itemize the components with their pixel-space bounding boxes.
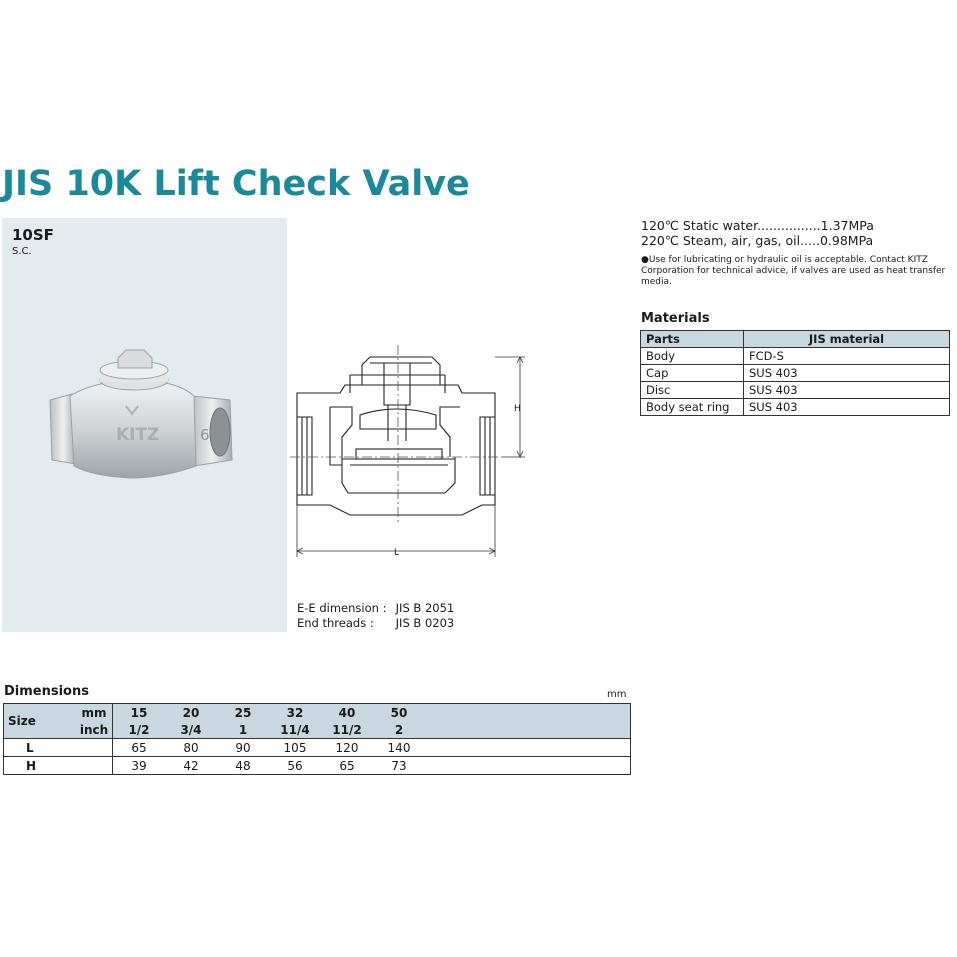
dimensions-table: [3, 703, 631, 775]
materials-title: Materials: [641, 311, 710, 326]
product-photo-panel: [2, 218, 287, 632]
body-mark-kitz: KITZ: [116, 425, 160, 445]
materials-header-material: JIS material: [744, 331, 950, 348]
standards-info: [297, 601, 454, 631]
cross-section-drawing: [290, 345, 540, 570]
rating-row: 120℃ Static water................1.37MPa: [641, 218, 874, 233]
table-row: L 65 80 90 105 120 140: [4, 739, 631, 757]
rating-row: 220℃ Steam, air, gas, oil.....0.98MPa: [641, 233, 874, 248]
table-row: Body FCD-S: [641, 348, 950, 365]
valve-photo: [42, 348, 242, 488]
materials-table: [640, 330, 950, 416]
bullet-icon: ●: [641, 255, 649, 265]
standard-end-threads: End threads : JIS B 0203: [297, 616, 455, 630]
h-dimension-label: H: [514, 404, 521, 414]
model-subcode: S.C.: [12, 246, 32, 257]
inch-label: inch: [76, 721, 113, 739]
page-title: JIS 10K Lift Check Valve: [2, 164, 470, 204]
model-number: 10SF: [12, 226, 54, 244]
body-mark-size: 6: [200, 426, 210, 444]
size-label: Size: [4, 704, 77, 739]
l-dimension-label: L: [394, 548, 400, 558]
materials-header-row: [641, 331, 950, 348]
dimensions-inch-row: inch 1/2 3/4 1 11/4 11/2 2: [4, 721, 631, 739]
pressure-ratings: [641, 218, 874, 248]
dimensions-mm-row: Size mm 15 20 25 32 40 50: [4, 704, 631, 722]
table-row: Body seat ring SUS 403: [641, 399, 950, 416]
dimensions-title: Dimensions: [4, 684, 89, 699]
standard-ee-dimension: E-E dimension : JIS B 2051: [297, 601, 455, 615]
dimensions-unit: mm: [607, 689, 627, 700]
table-row: Disc SUS 403: [641, 382, 950, 399]
table-row: H 39 42 48 56 65 73: [4, 757, 631, 775]
mm-label: mm: [76, 704, 113, 722]
table-row: Cap SUS 403: [641, 365, 950, 382]
usage-note: ●Use for lubricating or hydraulic oil is acceptable. Contact KITZ Corporation for technical advice, if valves are used as heat transfer media.: [641, 255, 946, 287]
materials-header-parts: Parts: [641, 331, 744, 348]
